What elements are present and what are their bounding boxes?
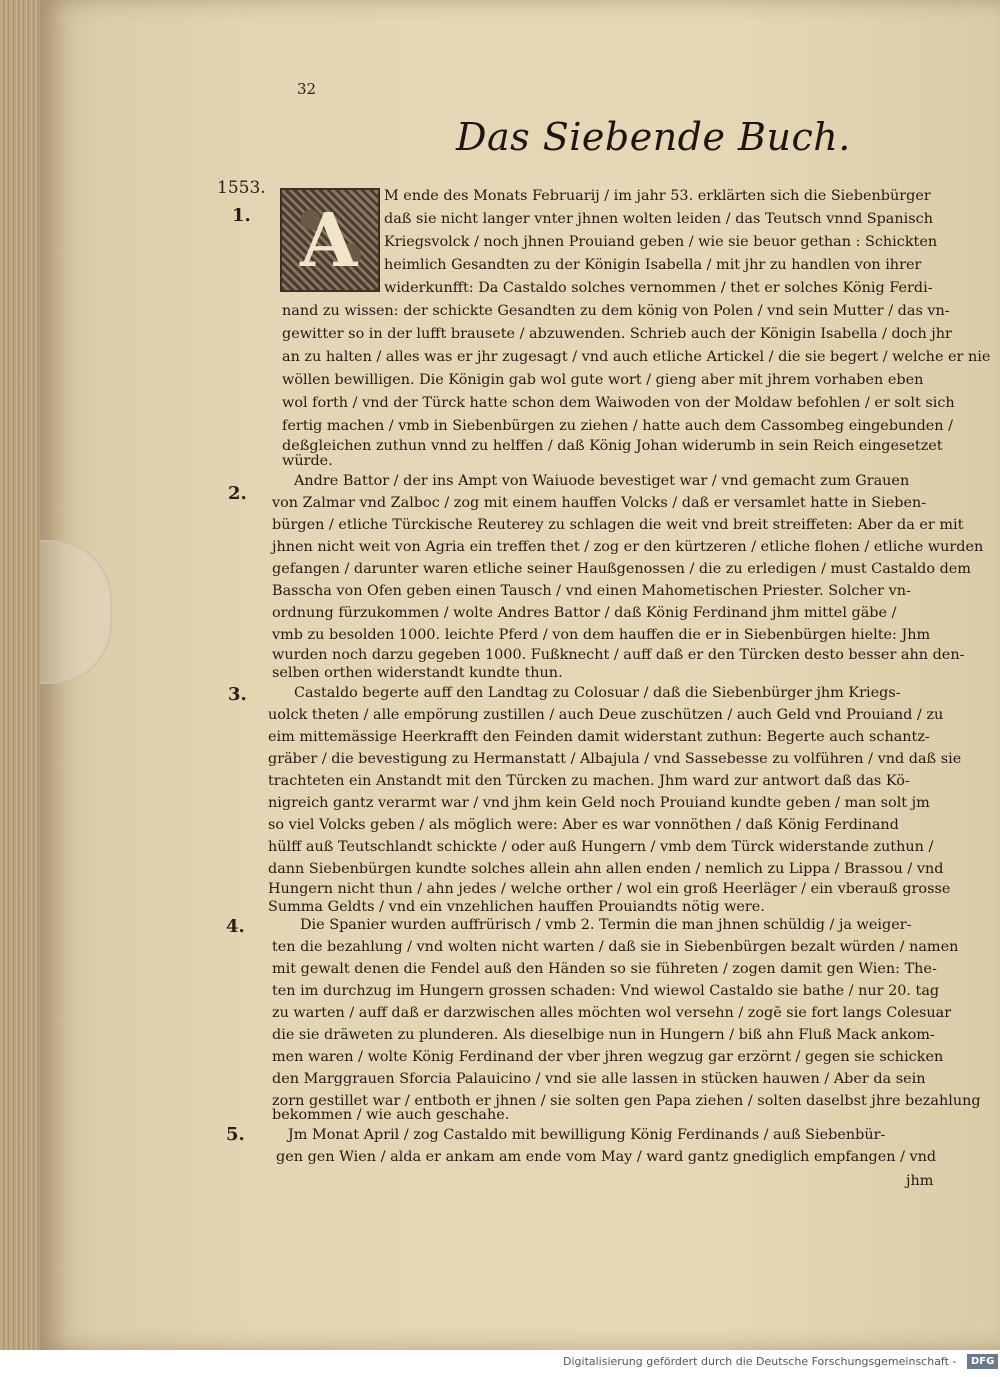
text-line: bekommen / wie auch geschahe. [272, 1107, 510, 1123]
text-line: nigreich gantz verarmt war / vnd jhm kein Geld noch Prouiand kundte geben / man solt jm [268, 795, 930, 811]
margin-number-4: 4. [226, 916, 245, 937]
chapter-title: Das Siebende Buch. [456, 115, 851, 159]
margin-number-1: 1. [232, 205, 251, 226]
text-line: Basscha von Ofen geben einen Tausch / vnd einen Mahometischen Priester. Solcher vn- [272, 583, 911, 599]
text-line: Jm Monat April / zog Castaldo mit bewilligung König Ferdinands / auß Siebenbür- [288, 1127, 886, 1143]
text-line: wurden noch darzu gegeben 1000. Fußknecht / auff daß er den Türcken desto besser ahn den- [272, 647, 965, 663]
page-tab-marker [40, 540, 112, 684]
text-line: Hungern nicht thun / ahn jedes / welche orther / wol ein groß Heerläger / ein vberauß grosse [268, 881, 951, 897]
text-line: jhnen nicht weit von Agria ein treffen thet / zog er den kürtzeren / etliche flohen / etliche wurden [272, 539, 984, 555]
text-line: dann Siebenbürgen kundte solches allein ahn allen enden / nemlich zu Lippa / Brassou / vnd [268, 861, 944, 877]
catchword: jhm [906, 1173, 934, 1189]
margin-number-3: 3. [228, 684, 247, 705]
text-line: von Zalmar vnd Zalboc / zog mit einem hauffen Volcks / daß er versamlet hatte in Sieben- [272, 495, 927, 511]
text-line: trachteten ein Anstandt mit den Türcken zu machen. Jhm ward zur antwort daß das Kö- [268, 773, 910, 789]
text-line: gen gen Wien / alda er ankam am ende vom May / ward gantz gnediglich empfangen / vnd [276, 1149, 937, 1165]
text-line: ten die bezahlung / vnd wolten nicht warten / daß sie in Siebenbürgen bezalt würden / namen [272, 939, 959, 955]
text-line: uolck theten / alle empörung zustillen / auch Deue zuschützen / auch Geld vnd Prouiand / zu [268, 707, 944, 723]
dfg-logo: DFG [967, 1354, 998, 1369]
text-line: fertig machen / vmb in Siebenbürgen zu ziehen / hatte auch dem Cassombeg eingebunden / [282, 418, 953, 434]
text-line: wol forth / vnd der Türck hatte schon dem Waiwoden von der Moldaw befohlen / er solt sich [282, 395, 955, 411]
text-line: hülff auß Teutschlandt schickte / oder auß Hungern / vmb dem Türck widerstande zuthun / [268, 839, 934, 855]
text-line: eim mittemässige Heerkrafft den Feinden damit widerstant zuthun: Begerte auch schantz- [268, 729, 930, 745]
text-line: Castaldo begerte auff den Landtag zu Colosuar / daß die Siebenbürger jhm Kriegs- [294, 685, 901, 701]
page-number: 32 [297, 80, 317, 98]
text-line: die sie dräweten zu plunderen. Als dieselbige nun in Hungern / biß ahn Fluß Mack ankom- [272, 1027, 935, 1043]
text-line: zu warten / auff daß er darzwischen alles möchten wol versehn / zogē sie fort langs Colesuar [272, 1005, 952, 1021]
text-line: gewitter so in der lufft brausete / abzuwenden. Schrieb auch der Königin Isabella / doch jhr [282, 326, 952, 342]
text-line: wöllen bewilligen. Die Königin gab wol gute wort / gieng aber mit jhrem vorhaben eben [282, 372, 924, 388]
initial-letter: A [300, 198, 358, 284]
footer-bar [0, 1350, 1000, 1377]
text-line: mit gewalt denen die Fendel auß den Händen so sie führeten / zogen damit gen Wien: The- [272, 961, 937, 977]
text-line: widerkunfft: Da Castaldo solches vernommen / thet er solches König Ferdi- [384, 280, 933, 296]
text-line: so viel Volcks geben / als möglich were: Aber es war vonnöthen / daß König Ferdinand [268, 817, 899, 833]
text-line: deßgleichen zuthun vnnd zu helffen / daß König Johan widerumb in sein Reich eingesetzet [282, 438, 943, 454]
text-line: den Marggrauen Sforcia Palauicino / vnd sie alle lassen in stücken hauwen / Aber da sein [272, 1071, 926, 1087]
margin-year: 1553. [217, 178, 266, 198]
text-line: heimlich Gesandten zu der Königin Isabella / mit jhr zu handlen von ihrer [384, 257, 922, 273]
text-line: vmb zu besolden 1000. leichte Pferd / von dem hauffen die er in Siebenbürgen hielte: Jhm [272, 627, 931, 643]
margin-number-2: 2. [228, 483, 247, 504]
text-line: gefangen / darunter waren etliche seiner Haußgenossen / die zu erledigen / must Castaldo dem [272, 561, 971, 577]
text-line: selben orthen widerstandt kundte thun. [272, 665, 563, 681]
text-line: men waren / wolte König Ferdinand der vber jhren wegzug gar erzörnt / gegen sie schicken [272, 1049, 944, 1065]
margin-number-5: 5. [226, 1124, 245, 1145]
text-line: an zu halten / alles was er jhr zugesagt / vnd auch etliche Artickel / die sie begert / welche er nie [282, 349, 991, 365]
text-line: zorn gestillet war / entboth er jhnen / sie solten gen Papa ziehen / solten daselbst jhre bezahlung [272, 1093, 981, 1109]
text-line: bürgen / etliche Türckische Reuterey zu schlagen die weit vnd breit streiffeten: Aber da er mit [272, 517, 964, 533]
text-line: M ende des Monats Februarij / im jahr 53. erklärten sich die Siebenbürger [384, 188, 931, 204]
text-line: ten im durchzug im Hungern grossen schaden: Vnd wiewol Castaldo sie bathe / nur 20. tag [272, 983, 940, 999]
decorated-initial [280, 188, 380, 292]
text-line: würde. [282, 453, 333, 469]
funding-notice: Digitalisierung gefördert durch die Deutsche Forschungsgemeinschaft - [563, 1355, 957, 1368]
text-line: Kriegsvolck / noch jhnen Prouiand geben / wie sie beuor gethan : Schickten [384, 234, 938, 250]
text-line: Summa Geldts / vnd ein vnzehlichen hauffen Prouiandts nötig were. [268, 899, 765, 915]
text-line: Die Spanier wurden auffrürisch / vmb 2. Termin die man jhnen schüldig / ja weiger- [300, 917, 912, 933]
text-line: daß sie nicht langer vnter jhnen wolten leiden / das Teutsch vnnd Spanisch [384, 211, 933, 227]
text-line: ordnung fürzukommen / wolte Andres Battor / daß König Ferdinand jhm mittel gäbe / [272, 605, 897, 621]
text-line: nand zu wissen: der schickte Gesandten zu dem könig von Polen / vnd sein Mutter / das vn- [282, 303, 950, 319]
text-line: gräber / die bevestigung zu Hermanstatt / Albajula / vnd Sassebesse zu volführen / vnd daß sie [268, 751, 962, 767]
text-line: Andre Battor / der ins Ampt von Waiuode bevestiget war / vnd gemacht zum Grauen [294, 473, 910, 489]
